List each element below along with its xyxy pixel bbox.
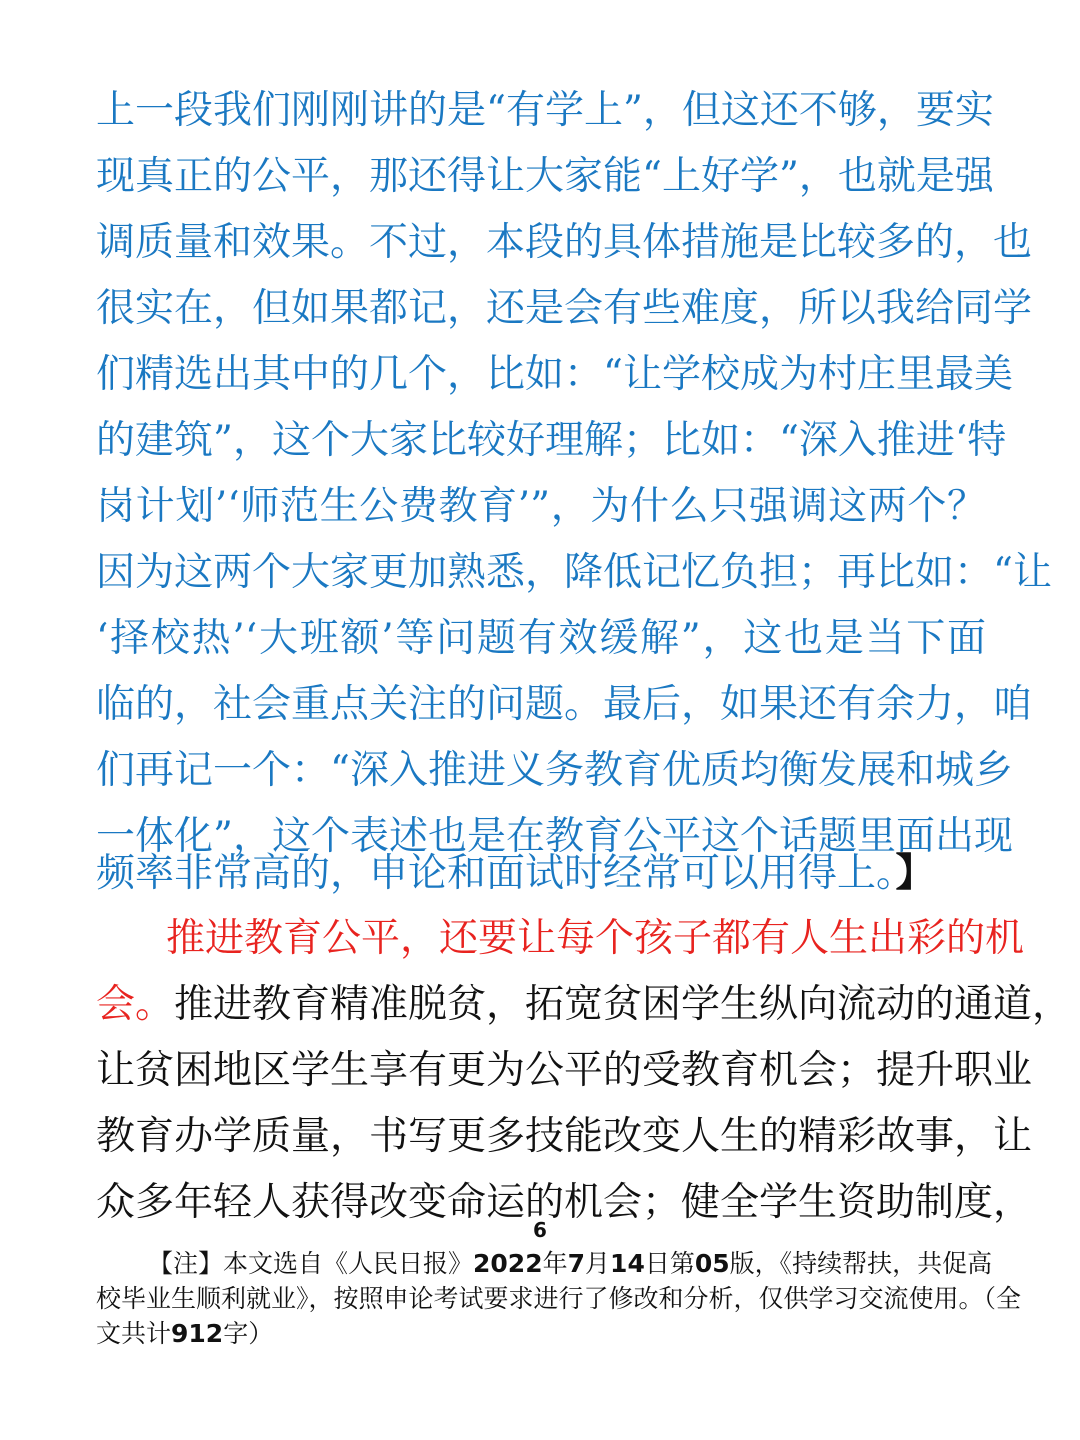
body-line: 教育办学质量，书写更多技能改变人生的精彩故事，让 — [96, 1114, 1033, 1159]
footnote-text: 【注】本文选自《人民日报》 — [148, 1249, 474, 1278]
footnote-text: 版，《持续帮扶，共促高 — [729, 1249, 993, 1278]
analysis-line: 岗计划’‘师范生公费教育’”，为什么只强调这两个？ — [96, 484, 986, 529]
footnote-line — [148, 1247, 993, 1281]
footnote-line — [96, 1317, 986, 1351]
footnote-text: 字） — [223, 1319, 274, 1348]
analysis-last-line — [96, 840, 935, 906]
body-line: 众多年轻人获得改变命运的机会；健全学生资助制度， — [96, 1180, 1033, 1225]
highlight-sentence-end: 会。 — [96, 982, 175, 1027]
footnote-char-count: 912 — [171, 1319, 224, 1348]
footnote-text: 日第 — [644, 1249, 695, 1278]
footnote-year: 2022 — [473, 1249, 543, 1278]
footnote-text: 月 — [585, 1249, 611, 1278]
analysis-line: 上一段我们刚刚讲的是“有学上”，但这还不够，要实 — [96, 88, 994, 133]
analysis-line: 很实在，但如果都记，还是会有些难度，所以我给同学 — [96, 286, 1033, 331]
footnote-month: 7 — [567, 1249, 586, 1278]
page-number: 6 — [533, 1218, 547, 1242]
analysis-line: ‘择校热’‘大班额’等问题有效缓解”，这也是当下面 — [96, 616, 986, 661]
analysis-last-text: 频率非常高的，申论和面试时经常可以用得上。 — [96, 851, 896, 896]
analysis-line: 临的，社会重点关注的问题。最后，如果还有余力，咱 — [96, 682, 1033, 727]
analysis-line: 的建筑”，这个大家比较好理解；比如：“深入推进‘特 — [96, 418, 1007, 463]
analysis-line: 们再记一个：“深入推进义务教育优质均衡发展和城乡 — [96, 748, 1013, 793]
footnote-text: 文共计 — [96, 1319, 172, 1348]
footnote-text: 年 — [542, 1249, 568, 1278]
analysis-line: 调质量和效果。不过，本段的具体措施是比较多的，也 — [96, 220, 1033, 265]
body-line: 让贫困地区学生享有更为公平的受教育机会；提升职业 — [96, 1048, 1033, 1093]
footnote-day: 14 — [610, 1249, 645, 1278]
analysis-line: 现真正的公平，那还得让大家能“上好学”，也就是强 — [96, 154, 994, 199]
analysis-line: 们精选出其中的几个，比如：“让学校成为村庄里最美 — [96, 352, 1013, 397]
footnote-edition: 05 — [694, 1249, 730, 1278]
body-text: 推进教育精准脱贫，拓宽贫困学生纵向流动的通道， — [174, 982, 1072, 1027]
analysis-line: 一体化”，这个表述也是在教育公平这个话题里面出现 — [96, 814, 1013, 859]
closing-bracket: 】 — [895, 850, 935, 896]
highlight-sentence-line: 推进教育公平，还要让每个孩子都有人生出彩的机 — [166, 916, 1025, 961]
footnote-line: 校毕业生顺利就业》，按照申论考试要求进行了修改和分析，仅供学习交流使用。（全 — [96, 1284, 1022, 1313]
body-line — [96, 972, 1072, 1038]
analysis-line: 因为这两个大家更加熟悉，降低记忆负担；再比如：“让 — [96, 550, 1052, 595]
